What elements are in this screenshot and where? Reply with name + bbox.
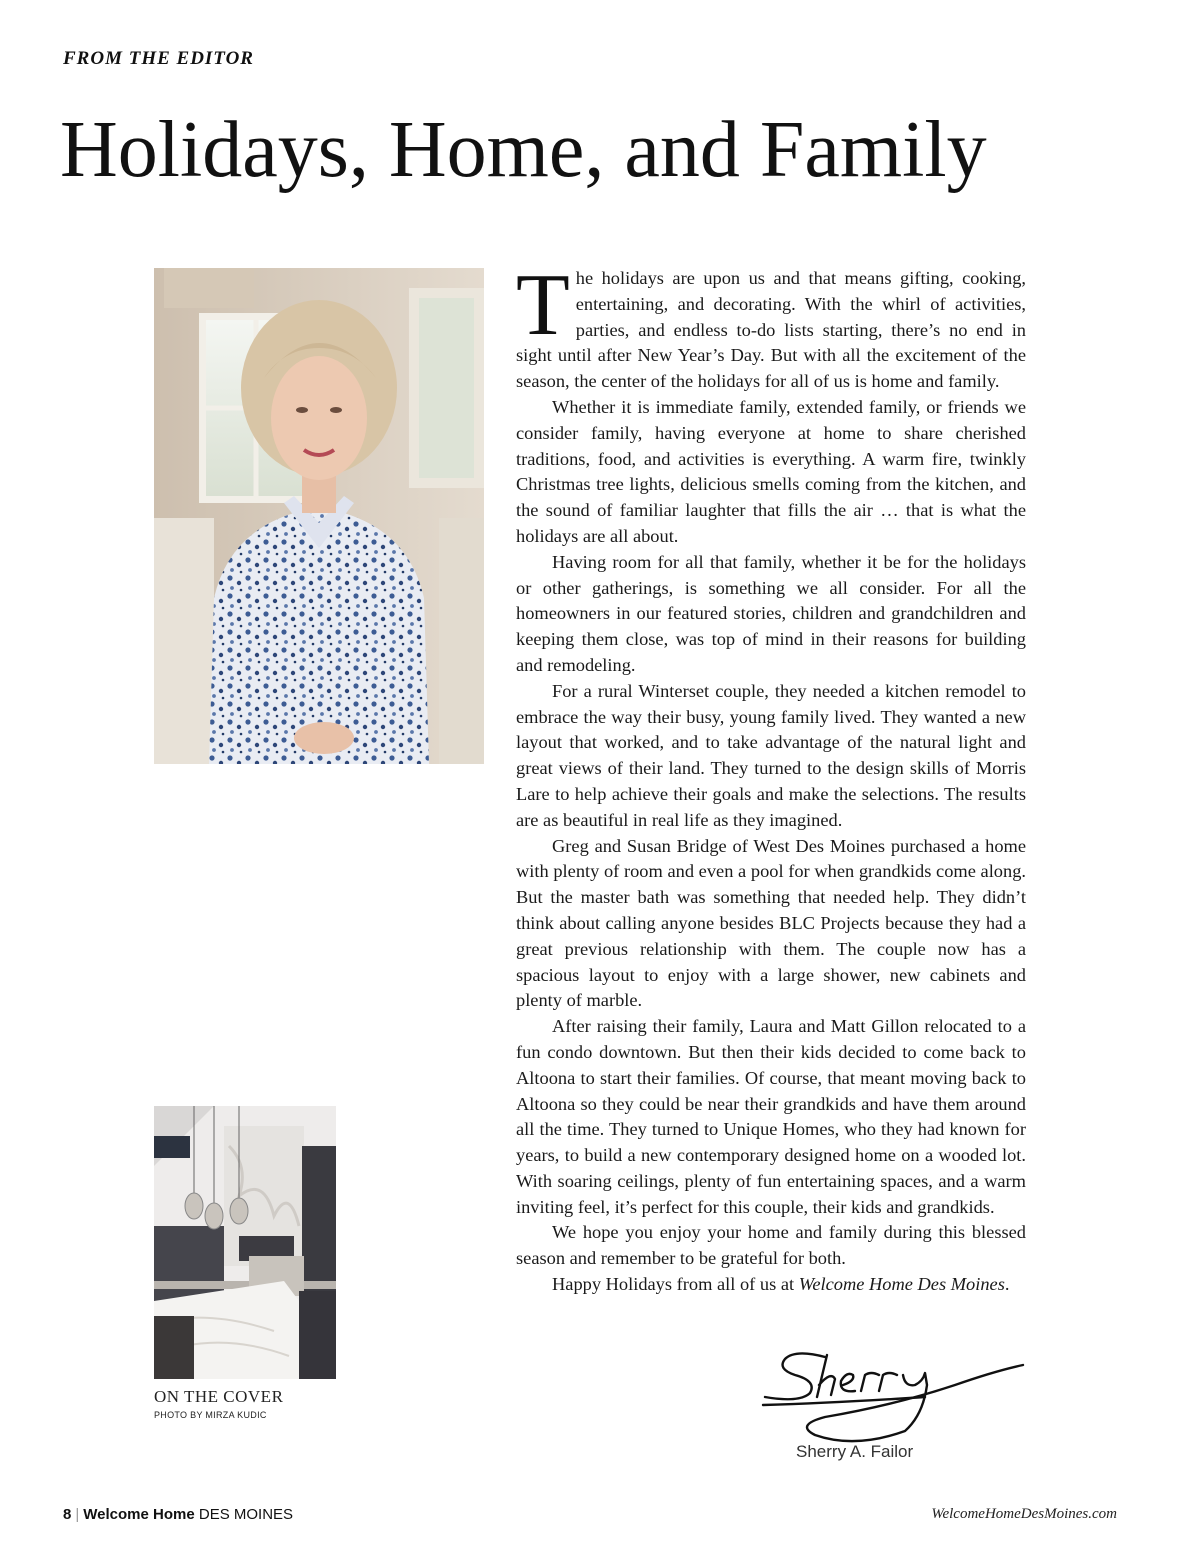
article-paragraph: The holidays are upon us and that means gifting, cooking, entertaining, and decorating. With the whirl of activities, parties, and endless to-do lists starting, there’s no end in sight until after New Year’s Day. But with all the excitement of the season, the center of the holidays for all of us is home and family. <box>516 257 1026 392</box>
article-paragraph: Greg and Susan Bridge of West Des Moines purchased a home with plenty of room and even a pool for when grandkids come along. But the master bath was something that needed help. They didn’t think about calling anyone besides BLC Projects because they had a great previous relationship with them. The couple now has a spacious layout to enjoy with a large shower, new cabinets and plenty of marble. <box>516 835 1026 1011</box>
article-paragraph: Whether it is immediate family, extended family, or friends we consider family, having everyone at home to share cherished traditions, food, and activities is everything. A warm fire, twinkly Christmas tree lights, delicious smells coming from the kitchen, and the sound of familiar laughter that fills the air … that is what the holidays are all about. <box>516 396 1026 546</box>
article-paragraph: We hope you enjoy your home and family during this blessed season and remember to be grateful for both. <box>516 1222 1026 1269</box>
magazine-brand: Welcome Home <box>83 1506 195 1523</box>
page-footer <box>63 1506 293 1523</box>
closing-line: Happy Holidays from all of us at Welcome Home Des Moines. <box>552 1274 1010 1295</box>
handwritten-signature <box>755 1345 1030 1445</box>
editor-portrait <box>154 268 484 764</box>
magazine-city: DES MOINES <box>198 1506 294 1523</box>
editor-name: Sherry A. Failor <box>796 1442 914 1461</box>
cover-photo <box>154 1106 336 1379</box>
article-paragraph: Having room for all that family, whether it be for the holidays or other gatherings, is something we all consider. For all the homeowners in our featured stories, children and grandchildren and keeping them close, was top of mind in their reasons for building and remodeling. <box>516 551 1026 675</box>
editor-letter <box>516 257 1026 1298</box>
photo-credit: PHOTO BY MIRZA KUDIC <box>154 1410 267 1420</box>
footer-separator: | <box>75 1506 80 1523</box>
article-paragraph: For a rural Winterset couple, they needed a kitchen remodel to embrace the way their busy, young family lived. They wanted a new layout that worked, and to take advantage of the natural light and great views of their land. They turned to the design skills of Morris Lare to help achieve their goals and make the selections. The results are as beautiful in real life as they imagined. <box>516 680 1026 830</box>
publication-name: Welcome Home Des Moines <box>798 1274 1005 1295</box>
footer-website[interactable]: WelcomeHomeDesMoines.com <box>931 1506 1117 1522</box>
article-paragraph: After raising their family, Laura and Matt Gillon relocated to a fun condo downtown. But then their kids decided to come back to Altoona to start their families. Of course, that meant moving back to Altoona so they could be near their grandkids and have them around all the time. They turned to Unique Homes, who they had known for years, to build a new contemporary designed home on a wooded lot. With soaring ceilings, plenty of fun entertaining spaces, and a warm inviting feel, it’s perfect for this couple, their kids and grandkids. <box>516 1016 1026 1217</box>
drop-cap: T <box>516 257 570 354</box>
cover-caption: ON THE COVER <box>154 1387 284 1406</box>
page-title: Holidays, Home, and Family <box>60 106 987 194</box>
page-number: 8 <box>63 1506 72 1523</box>
section-label: FROM THE EDITOR <box>63 48 254 69</box>
